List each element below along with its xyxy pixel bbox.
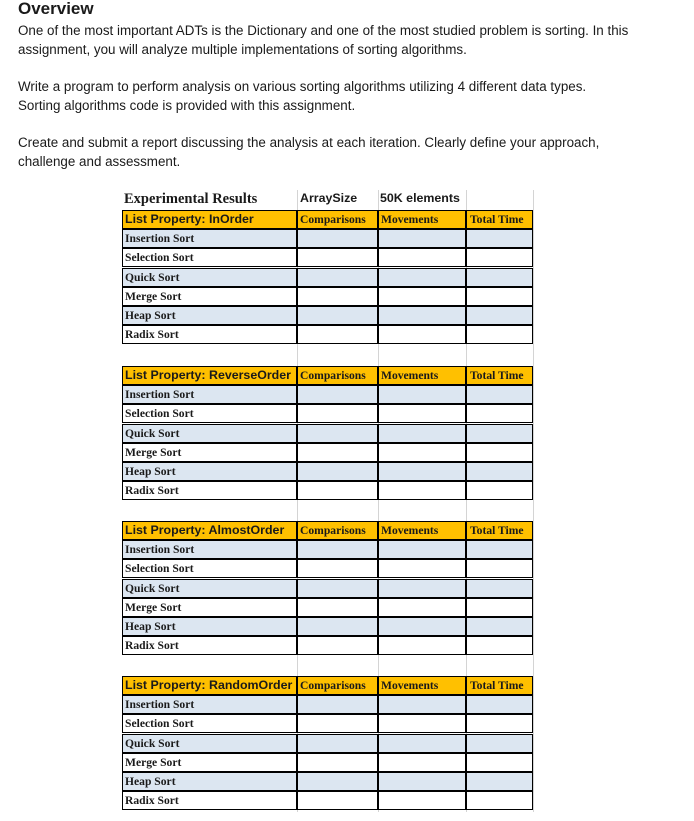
total-time-header: Total Time <box>466 521 533 540</box>
movements-cell[interactable] <box>378 598 466 617</box>
table-row <box>122 772 533 791</box>
task-paragraph <box>18 77 586 115</box>
report-line-2: challenge and assessment. <box>18 154 181 169</box>
table-row <box>122 268 533 287</box>
movements-cell[interactable] <box>378 385 466 404</box>
comparisons-cell[interactable] <box>297 598 378 617</box>
table-row <box>122 714 533 733</box>
table-row <box>122 579 533 598</box>
comparisons-cell[interactable] <box>297 714 378 733</box>
algorithm-name: Quick Sort <box>122 268 297 287</box>
total-time-header: Total Time <box>466 210 533 229</box>
comparisons-cell[interactable] <box>297 772 378 791</box>
table-row <box>122 598 533 617</box>
movements-cell[interactable] <box>378 714 466 733</box>
movements-header: Movements <box>378 366 466 385</box>
total-time-header: Total Time <box>466 676 533 695</box>
table-row <box>122 540 533 559</box>
total-time-cell[interactable] <box>466 598 533 617</box>
algorithm-name: Radix Sort <box>122 636 297 655</box>
task-line-1: Write a program to perform analysis on various sorting algorithms utilizing 4 different data types. <box>18 79 587 94</box>
total-time-cell[interactable] <box>466 248 533 267</box>
movements-cell[interactable] <box>378 229 466 248</box>
total-time-cell[interactable] <box>466 404 533 423</box>
movements-cell[interactable] <box>378 443 466 462</box>
algorithm-name: Radix Sort <box>122 481 297 500</box>
movements-cell[interactable] <box>378 753 466 772</box>
comparisons-cell[interactable] <box>297 695 378 714</box>
total-time-cell[interactable] <box>466 695 533 714</box>
algorithm-name: Quick Sort <box>122 424 297 443</box>
section-header-row <box>122 676 533 695</box>
section-header-row <box>122 366 533 385</box>
list-property-label: List Property: InOrder <box>122 210 297 229</box>
intro-line-1: One of the most important ADTs is the Dictionary and one of the most studied problem is sorting. In this <box>18 23 629 38</box>
total-time-header: Total Time <box>466 366 533 385</box>
comparisons-cell[interactable] <box>297 325 378 344</box>
array-size-value: 50K elements <box>380 191 460 205</box>
grid-line <box>533 190 534 812</box>
table-row <box>122 248 533 267</box>
movements-cell[interactable] <box>378 734 466 753</box>
algorithm-name: Insertion Sort <box>122 540 297 559</box>
table-row <box>122 325 533 344</box>
movements-cell[interactable] <box>378 404 466 423</box>
algorithm-name: Merge Sort <box>122 443 297 462</box>
algorithm-name: Insertion Sort <box>122 385 297 404</box>
table-row <box>122 385 533 404</box>
table-title-row <box>122 190 533 209</box>
total-time-cell[interactable] <box>466 579 533 598</box>
comparisons-cell[interactable] <box>297 559 378 578</box>
comparisons-cell[interactable] <box>297 462 378 481</box>
algorithm-name: Radix Sort <box>122 325 297 344</box>
table-row <box>122 559 533 578</box>
comparisons-header: Comparisons <box>297 366 378 385</box>
table-row <box>122 404 533 423</box>
comparisons-cell[interactable] <box>297 734 378 753</box>
movements-cell[interactable] <box>378 325 466 344</box>
page-title: Overview <box>18 0 94 18</box>
algorithm-name: Merge Sort <box>122 287 297 306</box>
table-row <box>122 229 533 248</box>
table-row <box>122 753 533 772</box>
total-time-cell[interactable] <box>466 636 533 655</box>
table-row <box>122 462 533 481</box>
total-time-cell[interactable] <box>466 443 533 462</box>
list-property-label: List Property: RandomOrder <box>122 676 297 695</box>
table-row <box>122 287 533 306</box>
algorithm-name: Insertion Sort <box>122 229 297 248</box>
report-paragraph <box>18 133 599 171</box>
movements-header: Movements <box>378 676 466 695</box>
list-property-label: List Property: AlmostOrder <box>122 521 297 540</box>
list-property-label: List Property: ReverseOrder <box>122 366 297 385</box>
total-time-cell[interactable] <box>466 481 533 500</box>
array-size-label: ArraySize <box>300 191 358 205</box>
section-header-row <box>122 210 533 229</box>
movements-header: Movements <box>378 210 466 229</box>
movements-cell[interactable] <box>378 481 466 500</box>
comparisons-cell[interactable] <box>297 443 378 462</box>
comparisons-cell[interactable] <box>297 404 378 423</box>
movements-cell[interactable] <box>378 306 466 325</box>
task-line-2: Sorting algorithms code is provided with this assignment. <box>18 98 356 113</box>
movements-cell[interactable] <box>378 579 466 598</box>
comparisons-cell[interactable] <box>297 579 378 598</box>
algorithm-name: Merge Sort <box>122 753 297 772</box>
algorithm-name: Selection Sort <box>122 559 297 578</box>
total-time-cell[interactable] <box>466 753 533 772</box>
total-time-cell[interactable] <box>466 734 533 753</box>
intro-paragraph <box>18 21 628 59</box>
movements-cell[interactable] <box>378 636 466 655</box>
comparisons-cell[interactable] <box>297 617 378 636</box>
intro-line-2: assignment, you will analyze multiple implementations of sorting algorithms. <box>18 42 467 57</box>
table-row <box>122 617 533 636</box>
movements-cell[interactable] <box>378 772 466 791</box>
table-row <box>122 791 533 810</box>
comparisons-cell[interactable] <box>297 385 378 404</box>
algorithm-name: Selection Sort <box>122 714 297 733</box>
comparisons-cell[interactable] <box>297 753 378 772</box>
comparisons-header: Comparisons <box>297 210 378 229</box>
total-time-cell[interactable] <box>466 540 533 559</box>
movements-cell[interactable] <box>378 540 466 559</box>
movements-cell[interactable] <box>378 695 466 714</box>
algorithm-name: Heap Sort <box>122 772 297 791</box>
comparisons-cell[interactable] <box>297 424 378 443</box>
comparisons-header: Comparisons <box>297 521 378 540</box>
total-time-cell[interactable] <box>466 772 533 791</box>
algorithm-name: Insertion Sort <box>122 695 297 714</box>
movements-cell[interactable] <box>378 248 466 267</box>
comparisons-cell[interactable] <box>297 248 378 267</box>
table-row <box>122 734 533 753</box>
total-time-cell[interactable] <box>466 617 533 636</box>
table-row <box>122 636 533 655</box>
comparisons-cell[interactable] <box>297 306 378 325</box>
movements-cell[interactable] <box>378 559 466 578</box>
algorithm-name: Selection Sort <box>122 404 297 423</box>
algorithm-name: Selection Sort <box>122 248 297 267</box>
total-time-cell[interactable] <box>466 791 533 810</box>
comparisons-header: Comparisons <box>297 676 378 695</box>
total-time-cell[interactable] <box>466 714 533 733</box>
algorithm-name: Heap Sort <box>122 462 297 481</box>
table-row <box>122 695 533 714</box>
comparisons-cell[interactable] <box>297 268 378 287</box>
comparisons-cell[interactable] <box>297 791 378 810</box>
table-row <box>122 424 533 443</box>
algorithm-name: Heap Sort <box>122 617 297 636</box>
total-time-cell[interactable] <box>466 385 533 404</box>
total-time-cell[interactable] <box>466 268 533 287</box>
total-time-cell[interactable] <box>466 229 533 248</box>
movements-header: Movements <box>378 521 466 540</box>
movements-cell[interactable] <box>378 462 466 481</box>
comparisons-cell[interactable] <box>297 229 378 248</box>
algorithm-name: Quick Sort <box>122 579 297 598</box>
comparisons-cell[interactable] <box>297 481 378 500</box>
table-title: Experimental Results <box>122 190 297 209</box>
total-time-cell[interactable] <box>466 559 533 578</box>
report-line-1: Create and submit a report discussing the analysis at each iteration. Clearly define your approach, <box>18 135 600 150</box>
algorithm-name: Quick Sort <box>122 734 297 753</box>
total-time-cell[interactable] <box>466 306 533 325</box>
comparisons-cell[interactable] <box>297 287 378 306</box>
movements-cell[interactable] <box>378 791 466 810</box>
table-row <box>122 306 533 325</box>
algorithm-name: Radix Sort <box>122 791 297 810</box>
total-time-cell[interactable] <box>466 462 533 481</box>
movements-cell[interactable] <box>378 424 466 443</box>
movements-cell[interactable] <box>378 287 466 306</box>
section-header-row <box>122 521 533 540</box>
movements-cell[interactable] <box>378 617 466 636</box>
experimental-results-table <box>122 190 533 812</box>
comparisons-cell[interactable] <box>297 636 378 655</box>
table-row <box>122 443 533 462</box>
algorithm-name: Merge Sort <box>122 598 297 617</box>
total-time-cell[interactable] <box>466 287 533 306</box>
total-time-cell[interactable] <box>466 424 533 443</box>
comparisons-cell[interactable] <box>297 540 378 559</box>
algorithm-name: Heap Sort <box>122 306 297 325</box>
movements-cell[interactable] <box>378 268 466 287</box>
total-time-cell[interactable] <box>466 325 533 344</box>
table-row <box>122 481 533 500</box>
